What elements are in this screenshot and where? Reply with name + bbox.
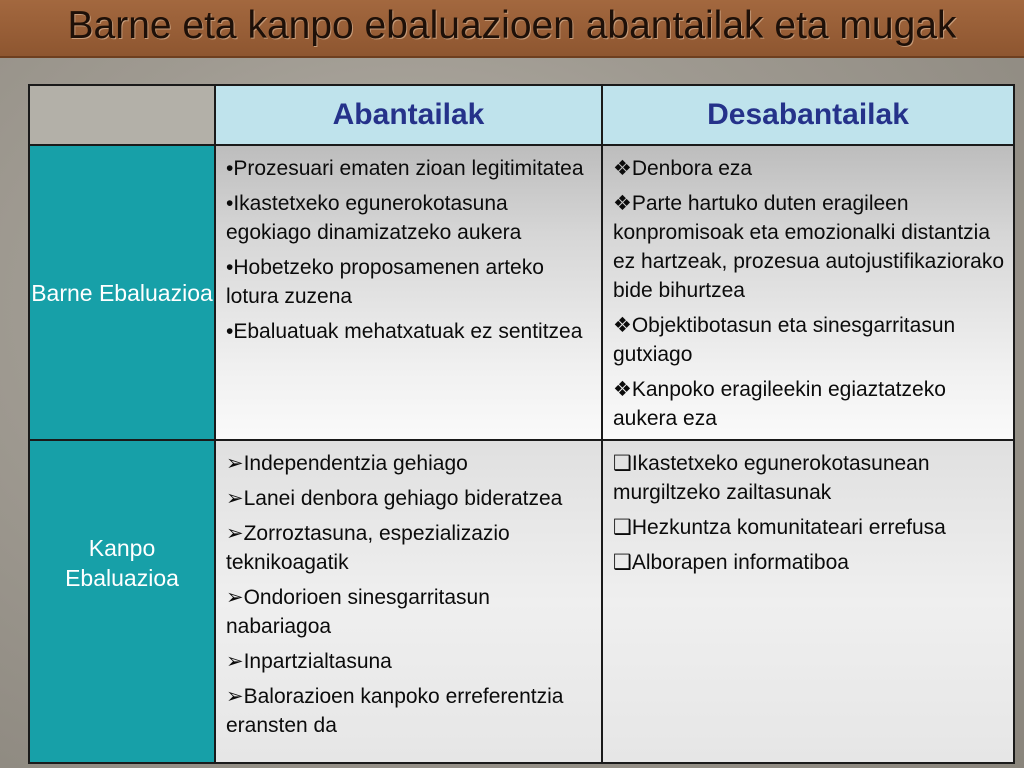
- slide-title: Barne eta kanpo ebaluazioen abantailak eta mugak: [67, 4, 957, 47]
- barne-disadvantages-list: [603, 146, 1013, 433]
- row-kanpo: [29, 440, 1014, 763]
- list-item: •Prozesuari ematen zioan legitimitatea: [226, 157, 584, 180]
- list-item: ➢Independentzia gehiago: [226, 452, 468, 475]
- list-item: ➢Ondorioen sinesgarritasun nabariagoa: [226, 586, 490, 638]
- list-item: ❖Denbora eza: [613, 157, 753, 180]
- header-row: [29, 85, 1014, 145]
- barne-disadvantages-cell: [602, 145, 1014, 440]
- list-item: ❖Kanpoko eragileekin egiaztatzeko aukera eza: [613, 378, 946, 430]
- list-item: ➢Lanei denbora gehiago bideratzea: [226, 487, 563, 510]
- list-item: •Ebaluatuak mehatxatuak ez sentitzea: [226, 320, 583, 343]
- corner-cell: [29, 85, 215, 145]
- list-item: ➢Zorroztasuna, espezializazio teknikoagatik: [226, 522, 510, 574]
- row-label-kanpo: [29, 440, 215, 763]
- row-barne: [29, 145, 1014, 440]
- list-item: •Hobetzeko proposamenen arteko lotura zuzena: [226, 256, 544, 308]
- row-label-barne: [29, 145, 215, 440]
- kanpo-advantages-list: [216, 441, 601, 740]
- header-advantages: Abantailak: [215, 85, 602, 145]
- comparison-table: [28, 84, 1015, 764]
- list-item: ➢Inpartzialtasuna: [226, 650, 392, 673]
- kanpo-disadvantages-cell: [602, 440, 1014, 763]
- header-disadvantages: Desabantailak: [602, 85, 1014, 145]
- barne-advantages-cell: [215, 145, 602, 440]
- list-item: •Ikastetxeko egunerokotasuna egokiago dinamizatzeko aukera: [226, 192, 522, 244]
- row-label-text: Kanpo Ebaluazioa: [65, 535, 179, 591]
- list-item: ➢Balorazioen kanpoko erreferentzia eransten da: [226, 685, 564, 737]
- row-label-text: Barne Ebaluazioa: [31, 279, 213, 306]
- barne-advantages-list: [216, 146, 601, 346]
- list-item: ❑Alborapen informatiboa: [613, 551, 849, 574]
- list-item: ❑Ikastetxeko egunerokotasunean murgiltzeko zailtasunak: [613, 452, 930, 504]
- kanpo-advantages-cell: [215, 440, 602, 763]
- list-item: ❖Objektibotasun eta sinesgarritasun gutxiago: [613, 314, 956, 366]
- kanpo-disadvantages-list: [603, 441, 1013, 577]
- list-item: ❑Hezkuntza komunitateari errefusa: [613, 516, 946, 539]
- list-item: ❖Parte hartuko duten eragileen konpromisoak eta emozionalki distantzia ez hartzeak, prozesua autojustifikaziorako bide bihurtzea: [613, 192, 1005, 302]
